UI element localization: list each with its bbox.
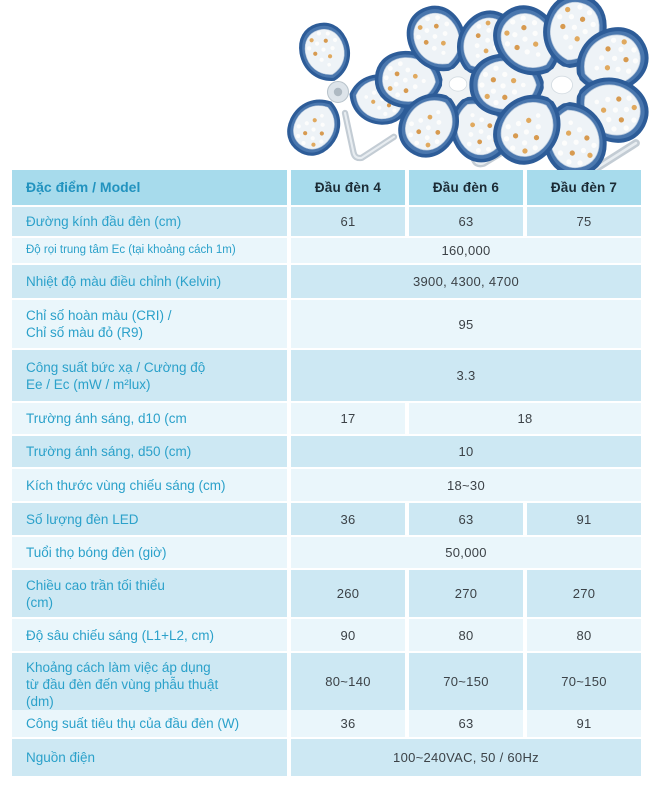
surgical-lamp-images [0,0,650,170]
value-cell: 36 [291,709,405,737]
value-cell-merged: 50,000 [291,537,641,568]
lamp-7-head-image [471,0,650,170]
spec-row-working-distance [12,653,641,707]
value-cell: 80 [527,619,641,651]
value-cell: 70~150 [409,653,523,710]
spec-row-radiant-power [12,350,641,401]
value-cell: 63 [409,207,523,236]
value-cell: 70~150 [527,653,641,710]
value-cell: 63 [409,503,523,535]
spec-row-central-illuminance [12,238,641,263]
spec-row-min-ceiling-height [12,570,641,617]
value-cell: 80 [409,619,523,651]
spec-row-light-field-d50 [12,436,641,467]
value-cell: 36 [291,503,405,535]
row-label: Kích thước vùng chiếu sáng (cm) [12,469,287,501]
value-cell: 260 [291,570,405,617]
row-label: Đường kính đầu đèn (cm) [12,207,287,236]
value-cell: 270 [527,570,641,617]
spec-row-illumination-depth [12,619,641,651]
value-cell-merged: 3.3 [291,350,641,401]
value-cell: 91 [527,709,641,737]
row-label: Công suất tiêu thụ của đầu đèn (W) [12,709,287,737]
row-label: Nguồn điện [12,739,287,776]
value-cell: 75 [527,207,641,236]
row-label: Tuổi thọ bóng đèn (giờ) [12,537,287,568]
row-label: Số lượng đèn LED [12,503,287,535]
table-header-row [12,170,641,205]
table-header-model-7: Đầu đèn 7 [527,170,641,205]
value-cell-merged: 3900, 4300, 4700 [291,265,641,298]
spec-row-led-count [12,503,641,535]
row-label: Chỉ số hoàn màu (CRI) / Chỉ số màu đỏ (R9) [12,300,287,348]
table-header-feature: Đặc điểm / Model [12,170,287,205]
row-label: Độ sâu chiếu sáng (L1+L2, cm) [12,619,287,651]
value-cell: 90 [291,619,405,651]
row-label: Trường ánh sáng, d10 (cm [12,403,287,434]
row-label: Chiều cao trần tối thiểu (cm) [12,570,287,617]
value-cell: 80~140 [291,653,405,710]
value-cell: 63 [409,709,523,737]
row-label: Công suất bức xạ / Cường độ Ee / Ec (mW / m²lux) [12,350,287,401]
spec-row-light-field-d10 [12,403,641,434]
value-cell: 61 [291,207,405,236]
spec-row-color-temperature [12,265,641,298]
value-cell: 17 [291,403,405,434]
spec-row-cri [12,300,641,348]
spec-row-illuminated-area [12,469,641,501]
row-label: Nhiệt độ màu điều chỉnh (Kelvin) [12,265,287,298]
value-cell-merged: 18~30 [291,469,641,501]
value-cell-merged: 160,000 [291,238,641,263]
value-cell-merged: 18 [409,403,641,434]
product-hero [0,0,650,170]
spec-row-power-consumption [12,709,641,737]
row-label: Khoảng cách làm việc áp dụng từ đầu đèn đến vùng phẫu thuật (dm) [12,653,287,710]
value-cell: 270 [409,570,523,617]
table-header-model-6: Đầu đèn 6 [409,170,523,205]
value-cell-merged: 10 [291,436,641,467]
row-label: Trường ánh sáng, d50 (cm) [12,436,287,467]
table-header-model-4: Đầu đèn 4 [291,170,405,205]
spec-row-bulb-life [12,537,641,568]
row-label: Độ rọi trung tâm Ec (tại khoảng cách 1m) [12,238,287,263]
spec-row-power-source [12,739,641,776]
value-cell-merged: 95 [291,300,641,348]
spec-table [12,170,641,776]
value-cell: 91 [527,503,641,535]
value-cell-merged: 100~240VAC, 50 / 60Hz [291,739,641,776]
spec-row-head-diameter [12,207,641,236]
